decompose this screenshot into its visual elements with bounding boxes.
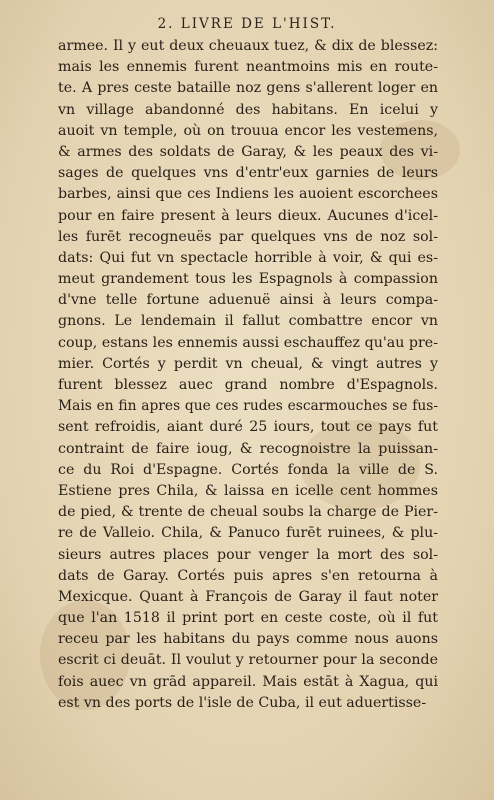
body-text — [58, 36, 438, 714]
running-head: 2. LIVRE DE L'HIST. — [157, 16, 337, 32]
text-line: & armes des soldats de Garay, & les peaux des vi- — [58, 143, 438, 160]
text-line: Mais en fin apres que ces rudes escarmouches se fus- — [58, 398, 438, 415]
text-line: mier. Cortés y perdit vn cheual, & vingt autres y — [58, 355, 438, 372]
text-line: coup, estans les ennemis aussi eschauffez qu'au pre- — [58, 334, 438, 351]
text-line: te. A pres ceste bataille noz gens s'allerent loger en — [58, 80, 438, 97]
text-line: est vn des ports de l'isle de Cuba, il eut aduertisse- — [58, 694, 427, 711]
text-line: fois auec vn grād appareil. Mais estāt à Xagua, qui — [58, 673, 438, 690]
text-line: d'vne telle fortune aduenuë ainsi à leurs compa- — [58, 292, 438, 309]
text-line: sent refroidis, aiant duré 25 iours, tout ce pays fut — [58, 419, 438, 436]
text-line: dats: Qui fut vn spectacle horrible à voir, & qui es- — [58, 249, 438, 266]
text-line: dats de Garay. Cortés puis apres s'en retourna à — [58, 567, 438, 584]
text-line: contraint de faire ioug, & recognoistre la puissan- — [58, 440, 438, 457]
text-line: furent blessez auec grand nombre d'Espagnols. — [58, 377, 438, 393]
text-line: Estiene pres Chila, & laissa en icelle cent hommes — [58, 482, 438, 499]
text-line: sages de quelques vns d'entr'eux garnies de leurs — [58, 165, 438, 182]
text-line: que l'an 1518 il print port en ceste coste, où il fut — [58, 610, 438, 627]
text-line: auoit vn temple, où on trouua encor les vestemens, — [58, 122, 438, 139]
text-line: receu par les habitans du pays comme nous auons — [58, 631, 438, 648]
text-line: pour en faire present à leurs dieux. Aucunes d'icel- — [58, 207, 438, 224]
text-line: mais les ennemis furent neantmoins mis en route- — [58, 59, 438, 76]
text-line: meut grandement tous les Espagnols à compassion — [58, 271, 438, 288]
text-line: sieurs autres places pour venger la mort des sol- — [58, 546, 438, 563]
text-line: Mexicque. Quant à François de Garay il faut noter — [58, 588, 438, 605]
text-line: de pied, & trente de cheual soubs la charge de Pier- — [58, 504, 438, 521]
text-line: ce du Roi d'Espagne. Cortés fonda la ville de S. — [58, 461, 438, 478]
text-line: les furēt recogneuës par quelques vns de noz sol- — [58, 228, 438, 245]
text-line: escrit ci deuāt. Il voulut y retourner pour la seconde — [58, 652, 438, 669]
text-line: gnons. Le lendemain il fallut combattre encor vn — [58, 313, 438, 330]
text-line: barbes, ainsi que ces Indiens les auoient escorchees — [58, 186, 438, 203]
text-line: armee. Il y eut deux cheuaux tuez, & dix de blessez: — [58, 38, 438, 54]
text-line: vn village abandonné des habitans. En icelui y — [58, 101, 438, 118]
text-line: re de Valleio. Chila, & Panuco furēt ruinees, & plu- — [58, 525, 438, 542]
